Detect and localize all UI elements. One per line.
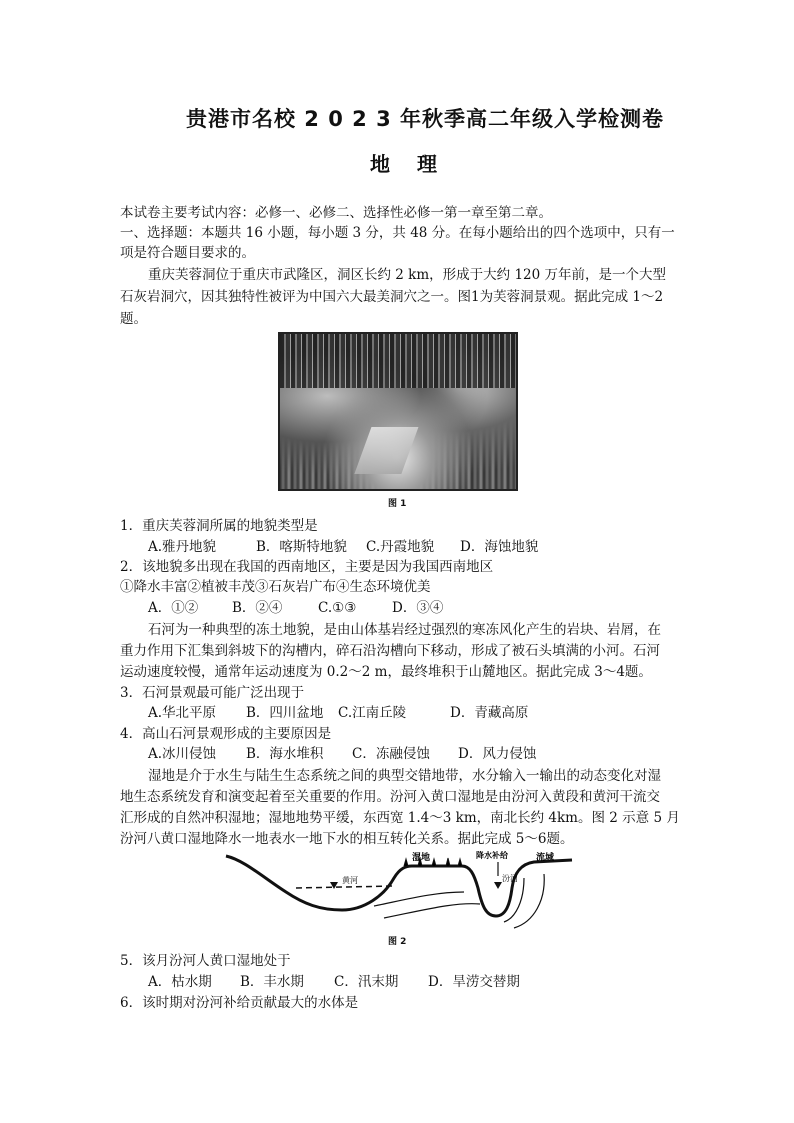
q1-option-c: C.丹霞地貌 bbox=[366, 539, 435, 555]
q1-option-b: B．喀斯特地貌 bbox=[256, 539, 347, 555]
section-instructions-line2: 项是符合题目要求的。 bbox=[120, 245, 255, 261]
subject-title: 地 理 bbox=[370, 152, 447, 176]
fen-river-marker-icon bbox=[494, 882, 502, 889]
q1-stem: 1．重庆芙蓉洞所属的地貌类型是 bbox=[120, 518, 318, 534]
label-yellow-river: 黄河 bbox=[342, 876, 358, 885]
q3-option-c: C.江南丘陵 bbox=[338, 705, 407, 721]
q4-option-c: C．冻融侵蚀 bbox=[352, 746, 430, 762]
q4-option-a: A.冰川侵蚀 bbox=[148, 746, 217, 762]
passage3-line2: 地生态系统发育和演变起着至关重要的作用。汾河入黄口湿地是由汾河入黄段和黄河干流交 bbox=[120, 789, 660, 805]
stalactites bbox=[280, 334, 516, 388]
passage1-line1: 重庆芙蓉洞位于重庆市武隆区，洞区长约 2 km，形成于大约 120 万年前，是一个大型 bbox=[148, 267, 667, 283]
label-wetland: 湿地 bbox=[412, 853, 431, 863]
q2-option-d: D．③④ bbox=[392, 600, 444, 616]
q5-option-d: D．旱涝交替期 bbox=[428, 974, 520, 990]
q2-option-b: B．②④ bbox=[232, 600, 283, 616]
q3-option-b: B．四川盆地 bbox=[246, 705, 324, 721]
q5-stem: 5．该月汾河人黄口湿地处于 bbox=[120, 953, 291, 969]
q2-option-a: A．①② bbox=[148, 600, 199, 616]
q3-option-a: A.华北平原 bbox=[148, 705, 217, 721]
label-basin: 流域 bbox=[536, 853, 555, 863]
passage3-line4: 汾河八黄口湿地降水一地表水一地下水的相互转化关系。据此完成 5～6题。 bbox=[120, 831, 574, 847]
q2-conditions: ①降水丰富②植被丰茂③石灰岩广布④生态环境优美 bbox=[120, 579, 431, 595]
q3-stem: 3．石河景观最可能广泛出现于 bbox=[120, 685, 305, 701]
groundwater-flow-arrows bbox=[374, 874, 544, 928]
q5-option-c: C．汛末期 bbox=[334, 974, 399, 990]
karst-cave-photo bbox=[278, 332, 518, 491]
q3-option-d: D．青藏高原 bbox=[450, 705, 529, 721]
label-fen-river: 汾河 bbox=[502, 874, 518, 883]
passage2-line2: 重力作用下汇集到斜坡下的沟槽内，碎石沿沟槽向下移动，形成了被石头填满的小河。石河 bbox=[120, 643, 660, 659]
figure2-caption: 图 2 bbox=[388, 937, 407, 947]
passage3-line1: 湿地是介于水生与陆生生态系统之间的典型交错地带，水分输入一输出的动态变化对湿 bbox=[148, 768, 661, 784]
q4-stem: 4．高山石河景观形成的主要原因是 bbox=[120, 726, 332, 742]
passage2-line1: 石河为一种典型的冻土地貌，是由山体基岩经过强烈的寒冻风化产生的岩块、岩屑，在 bbox=[148, 622, 661, 638]
exam-scope: 本试卷主要考试内容：必修一、必修二、选择性必修一第一章至第二章。 bbox=[120, 205, 552, 221]
passage3-line3: 汇形成的自然冲积湿地；湿地地势平缓，东西宽 1.4～3 km，南北长约 4km。图 2 示意 5 月 bbox=[120, 810, 680, 826]
figure1-caption: 图 1 bbox=[388, 499, 407, 509]
q4-option-b: B．海水堆积 bbox=[246, 746, 324, 762]
q6-stem: 6．该时期对汾河补给贡献最大的水体是 bbox=[120, 995, 359, 1011]
q4-option-d: D．风力侵蚀 bbox=[458, 746, 537, 762]
terrain-profile bbox=[226, 856, 572, 916]
passage1-line3: 题。 bbox=[120, 311, 147, 327]
passage2-line3: 运动速度较慢，通常年运动速度为 0.2～2 m，最终堆积于山麓地区。据此完成 3～4题。 bbox=[120, 664, 652, 680]
q1-option-a: A.雅丹地貌 bbox=[148, 539, 217, 555]
q1-option-d: D．海蚀地貌 bbox=[460, 539, 539, 555]
q5-option-a: A．枯水期 bbox=[148, 974, 212, 990]
yellow-river-water-line bbox=[296, 886, 394, 888]
q5-option-b: B．丰水期 bbox=[240, 974, 304, 990]
section-instructions-line1: 一、选择题：本题共 16 小题，每小题 3 分，共 48 分。在每小题给出的四个选项中，只有一 bbox=[120, 225, 675, 241]
wetland-hydrology-diagram bbox=[224, 848, 574, 930]
label-recharge: 降水补给 bbox=[476, 851, 508, 860]
q2-option-c: C.①③ bbox=[318, 600, 357, 616]
q2-stem: 2．该地貌多出现在我国的西南地区，主要是因为我国西南地区 bbox=[120, 559, 494, 575]
exam-title: 贵港市名校 2 0 2 3 年秋季高二年级入学检测卷 bbox=[186, 107, 665, 131]
cave-walkway bbox=[354, 427, 418, 474]
passage1-line2: 石灰岩洞穴，因其独特性被评为中国六大最美洞穴之一。图1为芙蓉洞景观。据此完成 1～2 bbox=[120, 289, 664, 305]
